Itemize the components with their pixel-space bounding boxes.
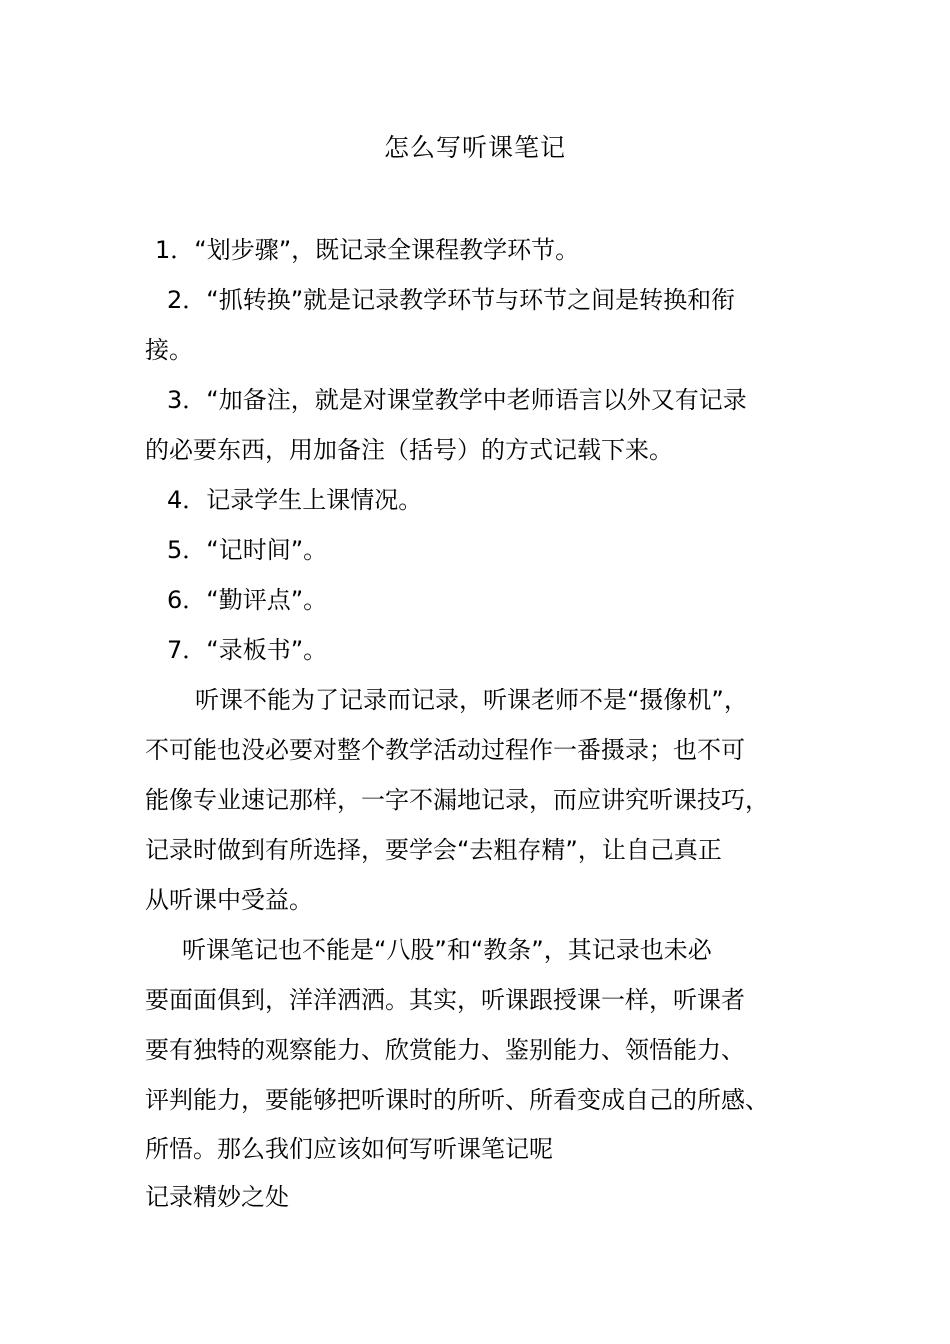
paragraph-2-line-2: 要面面俱到，洋洋洒洒。其实，听课跟授课一样，听课者 <box>145 986 745 1014</box>
list-item-3-continued: 的必要东西，用加备注（括号）的方式记载下来。 <box>145 436 673 464</box>
paragraph-2-line-3: 要有独特的观察能力、欣赏能力、鉴别能力、领悟能力、 <box>145 1036 745 1064</box>
list-item-4: 4．记录学生上课情况。 <box>167 486 423 514</box>
paragraph-1-line-3: 能像专业速记那样，一字不漏地记录，而应讲究听课技巧， <box>145 786 769 814</box>
list-item-6: 6．“勤评点”。 <box>167 586 328 614</box>
document-body <box>145 225 810 1221</box>
list-item-2-continued: 接。 <box>145 336 193 364</box>
paragraph-1-line-2: 不可能也没必要对整个教学活动过程作一番摄录；也不可 <box>145 736 745 764</box>
list-item-1: 1．“划步骤”，既记录全课程教学环节。 <box>155 236 580 264</box>
section-heading: 记录精妙之处 <box>145 1183 289 1211</box>
document-title: 怎么写听课笔记 <box>383 133 566 162</box>
list-item-3: 3．“加备注，就是对课堂教学中老师语言以外又有记录 <box>167 386 747 414</box>
paragraph-1-line-1: 听课不能为了记录而记录，听课老师不是“摄像机”， <box>195 686 748 714</box>
paragraph-2-line-4: 评判能力，要能够把听课时的所听、所看变成自己的所感、 <box>145 1086 769 1114</box>
list-item-5: 5．“记时间”。 <box>167 536 328 564</box>
list-item-2: 2．“抓转换”就是记录教学环节与环节之间是转换和衔 <box>167 286 736 314</box>
paragraph-2-line-5: 所悟。那么我们应该如何写听课笔记呢 <box>145 1135 553 1163</box>
paragraph-1-line-4: 记录时做到有所选择，要学会“去粗存精”，让自己真正 <box>145 836 722 864</box>
paragraph-1-line-5: 从听课中受益。 <box>145 886 313 914</box>
list-item-7: 7．“录板书”。 <box>167 636 328 664</box>
paragraph-2-line-1: 听课笔记也不能是“八股”和“教条”，其记录也未必 <box>182 936 712 964</box>
